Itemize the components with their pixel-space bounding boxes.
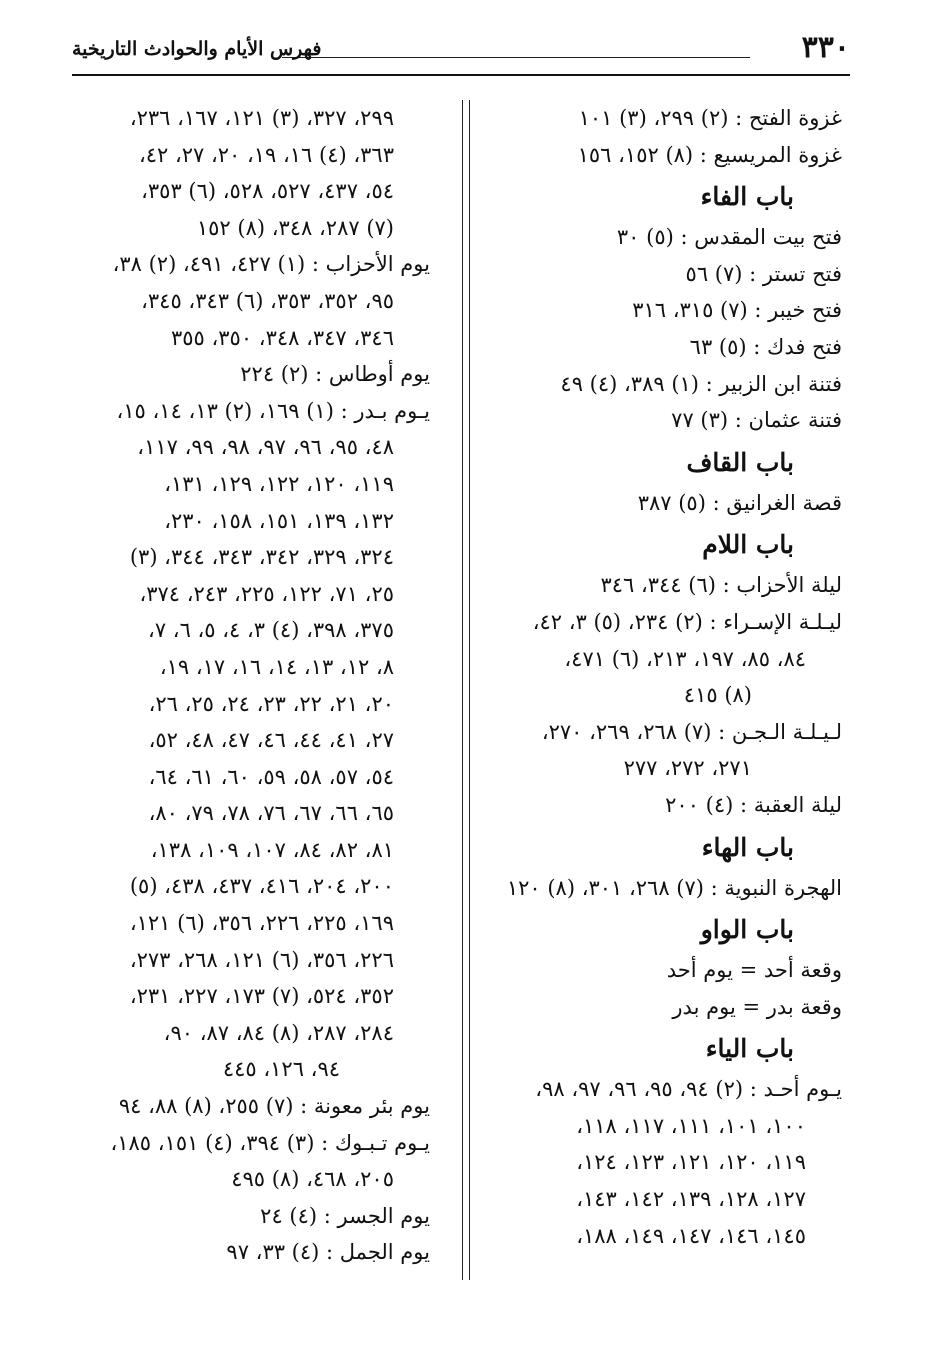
entry-refs: (٢) ٢٩٩، (٣) ١٠١ [578,106,736,130]
index-entry-continuation: ١١٩، ١٢٠، ١٢١، ١٢٣، ١٢٤، [576,1150,806,1175]
entry-term: ليـلـة الإسـراء : [709,609,842,634]
entry-term: ليلة الأحزاب : [722,573,842,598]
section-heading-fa: باب الفاء [700,182,794,212]
section-heading-lam: باب اللام [702,530,794,560]
header-leader-line [282,57,750,58]
index-entry-continuation: ٥٤، ٤٣٧، ٥٢٧، ٥٢٨، (٦) ٣٥٣، [141,179,394,204]
entry-refs: (٢) ٢٢٤ [240,362,316,387]
entry-term: فتنة ابن الزبير : [705,371,842,396]
entry-term: ليلة العقبة : [740,792,842,817]
index-entry-continuation: ٣٤٦، ٣٤٧، ٣٤٨، ٣٥٠، ٣٥٥ [170,325,394,350]
index-entry [482,604,842,641]
entry-refs: (٤) ٣٣، ٩٧ [226,1240,327,1265]
page-number: ٣٣٠ [801,30,850,65]
entry-term: يـوم بـدر : [340,398,430,423]
entry-term: يوم أوطاس : [315,362,430,387]
entry-refs: (٢) ٩٤، ٩٥، ٩٦، ٩٧، ٩٨، [535,1077,750,1102]
index-entry-continuation: ٥٤، ٥٧، ٥٨، ٥٩، ٦٠، ٦١، ٦٤، [148,764,394,789]
header-rule [72,74,850,76]
index-entry [482,292,842,329]
index-entry [482,256,842,293]
entry-term: لـيـلـة الـجـن : [718,719,842,744]
index-entry-continuation: ٦٥، ٦٦، ٦٧، ٧٦، ٧٨، ٧٩، ٨٠، [148,801,394,826]
entry-term: يوم بئر معونة : [300,1094,430,1119]
index-entry [482,870,842,907]
section-heading-ya: باب الياء [705,1034,794,1064]
index-entry [70,1234,430,1271]
index-entry-continuation: ٣٦٣، (٤) ١٦، ١٩، ٢٠، ٢٧، ٤٢، [138,142,394,167]
index-entry-continuation: ٢٠٠، ٢٠٤، ٤١٦، ٤٣٧، ٤٣٨، (٥) [129,874,394,899]
index-entry [482,485,842,522]
index-entry [70,1198,430,1235]
entry-term: يوم الجسر : [323,1203,430,1228]
entry-term: فتح بيت المقدس : [680,225,842,250]
index-entry-continuation: ١٣٢، ١٣٩، ١٥١، ١٥٨، ٢٣٠، [164,508,394,533]
entry-refs: (٣) ٣٩٤، (٤) ١٥١، ١٨٥، [110,1130,322,1155]
index-entry-continuation: ١٦٩، ٢٢٥، ٢٢٦، ٣٥٦، (٦) ١٢١، [129,911,394,936]
section-heading-waw: باب الواو [700,915,794,945]
entry-refs: (٧) ٥٦ [685,261,750,286]
entry-refs: (٢) ٢٣٤، (٥) ٣، ٤٢، [532,609,710,634]
section-heading-qaf: باب القاف [686,447,794,477]
index-entry-continuation: ٢٠، ٢١، ٢٢، ٢٣، ٢٤، ٢٥، ٢٦، [148,691,394,716]
entry-term: يـوم تـبـوك : [321,1130,430,1155]
index-entry-continuation: ٤٨، ٩٥، ٩٦، ٩٧، ٩٨، ٩٩، ١١٧، [137,435,394,460]
index-entry [482,137,842,174]
entry-refs: (٥) ٣٠ [616,225,681,250]
index-entry-continuation: ٢٥، ٧١، ١٢٢، ٢٢٥، ٢٤٣، ٣٧٤، [139,581,394,606]
entry-term: الهجرة النبوية : [710,875,842,900]
entry-term: فتح فدك : [753,334,842,359]
entry-refs: (٦) ٣٤٤، ٣٤٦ [600,573,723,598]
entry-refs: (٨) ١٥٢، ١٥٦ [577,142,700,167]
index-entry-continuation: ١١٩، ١٢٠، ١٢٢، ١٢٩، ١٣١، [164,471,394,496]
entry-refs: (٧) ٢٦٨، ٢٦٩، ٢٧٠، [541,719,719,744]
index-entry-continuation: ٢٢٦، ٣٥٦، (٦) ١٢١، ٢٦٨، ٢٧٣، [129,947,394,972]
entry-refs: (١) ٣٨٩، (٤) ٤٩ [560,371,706,396]
entry-refs: (٥) ٣٨٧ [637,490,713,515]
index-entry-continuation: ٢٠٥، ٤٦٨، (٨) ٤٩٥ [231,1167,394,1192]
index-entry-continuation: (٨) ٤١٥ [683,683,752,708]
running-title: فهرس الأيام والحوادث التاريخية [72,38,322,60]
index-entry-continuation: ١٢٧، ١٢٨، ١٣٩، ١٤٢، ١٤٣، [576,1187,806,1212]
index-entry-continuation: ١٤٥، ١٤٦، ١٤٧، ١٤٩، ١٨٨، [576,1223,806,1248]
index-entry-continuation: ٣٥٢، ٥٢٤، (٧) ١٧٣، ٢٢٧، ٢٣١، [129,984,394,1009]
entry-refs: (٥) ٦٣ [689,334,754,359]
entry-refs: (٤) ٢٤ [260,1203,324,1228]
entry-term: قصة الغرانيق : [712,490,842,515]
cross-reference: وقعة بدر = يوم بدر [672,994,842,1019]
index-entry [482,567,842,604]
index-entry-continuation: ٢٩٩، ٣٢٧، (٣) ١٢١، ١٦٧، ٢٣٦، [129,106,394,130]
entry-refs: (٣) ٧٧ [671,408,735,433]
index-entry [482,219,842,256]
index-entry-continuation: ١٠٠، ١٠١، ١١١، ١١٧، ١١٨، [576,1113,806,1138]
page-header [72,30,850,66]
index-entry [70,356,430,393]
entry-term: فتنة عثمان : [734,408,842,433]
entry-refs: (٧) ٣١٥، ٣١٦ [632,298,755,323]
index-entry [70,393,430,430]
index-entry [482,100,842,137]
index-entry-continuation: ٢٨٤، ٢٨٧، (٨) ٨٤، ٨٧، ٩٠، [163,1020,394,1045]
entry-term: فتح خيبر : [754,298,842,323]
index-entry [482,787,842,824]
index-entry [70,246,430,283]
index-entry-continuation: ٨١، ٨٢، ٨٤، ١٠٧، ١٠٩، ١٣٨، [150,837,394,862]
entry-term: غزوة المريسيع : [699,142,842,167]
index-entry-continuation: (٧) ٢٨٧، ٣٤٨، (٨) ١٥٢ [196,215,394,240]
index-entry [70,1125,430,1162]
index-entry-continuation: ٨٤، ٨٥، ١٩٧، ٢١٣، (٦) ٤٧١، [564,646,806,671]
entry-term: يوم الجمل : [326,1240,430,1265]
index-entry [482,714,842,751]
entry-refs: (١) ٤٢٧، ٤٩١، (٢) ٣٨، [112,252,312,277]
entry-refs: (٧) ٢٥٥، (٨) ٨٨، ٩٤ [118,1094,301,1119]
index-entry [482,402,842,439]
index-entry-continuation: ٩٤، ١٢٦، ٤٤٥ [222,1057,340,1082]
index-entry-continuation: ٣٧٥، ٣٩٨، (٤) ٣، ٤، ٥، ٦، ٧، [148,618,394,643]
entry-term: فتح تستر : [749,261,842,286]
index-entry-continuation: ٣٢٤، ٣٢٩، ٣٤٢، ٣٤٣، ٣٤٤، (٣) [129,545,394,570]
entry-term: يـوم أحـد : [749,1077,842,1102]
index-entry [482,366,842,403]
entry-refs: (٤) ٢٠٠ [665,792,741,817]
entry-refs: (٧) ٢٦٨، ٣٠١، (٨) ١٢٠ [506,875,711,900]
index-entry-continuation: ٢٧١، ٢٧٢، ٢٧٧ [623,756,752,781]
index-entry-continuation: ٨، ١٢، ١٣، ١٤، ١٦، ١٧، ١٩، [159,654,394,679]
index-entry-continuation: ٩٥، ٣٥٢، ٣٥٣، (٦) ٣٤٣، ٣٤٥، [141,288,394,313]
index-entry [482,1071,842,1108]
index-entry [70,1088,430,1125]
column-divider [462,100,470,1280]
index-entry [482,329,842,366]
index-column-left [70,100,430,1271]
entry-term: غزوة الفتح : [735,106,842,130]
index-column-right [482,100,842,1254]
section-heading-ha: باب الهاء [701,832,794,862]
entry-term: يوم الأحزاب : [311,252,430,277]
index-entry-continuation: ٢٧، ٤١، ٤٤، ٤٦، ٤٧، ٤٨، ٥٢، [148,728,394,753]
entry-refs: (١) ١٦٩، (٢) ١٣، ١٤، ١٥، [116,398,341,423]
cross-reference: وقعة أحد = يوم أحد [666,958,842,983]
